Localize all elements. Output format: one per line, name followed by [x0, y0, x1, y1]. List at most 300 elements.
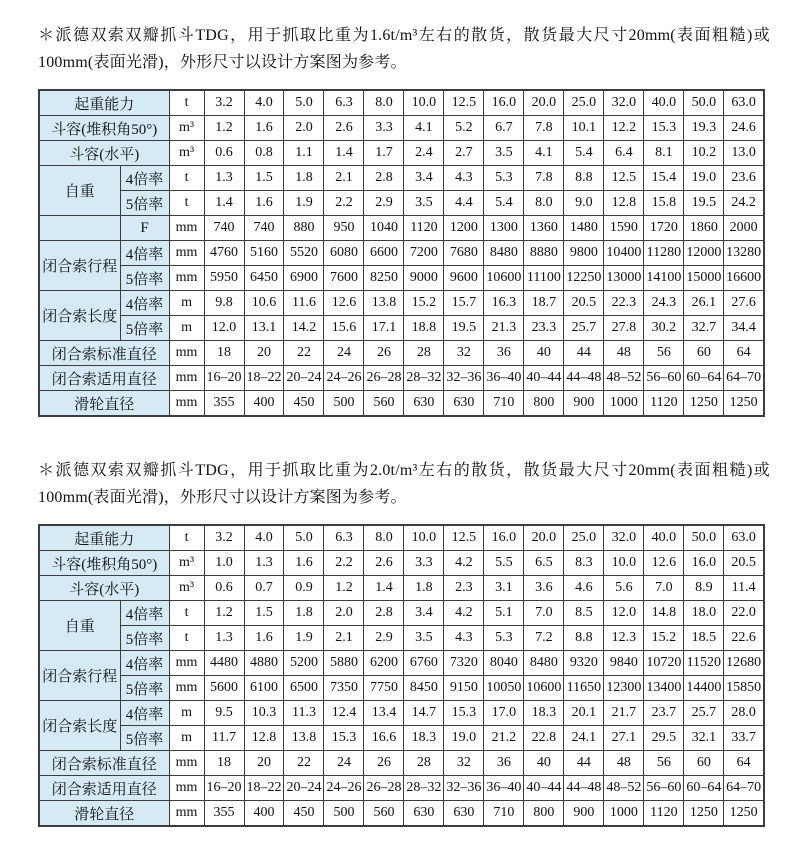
value-cell: 19.0	[444, 726, 484, 751]
value-cell: 32	[444, 341, 484, 366]
value-cell: 560	[364, 391, 404, 417]
value-cell: 22.0	[724, 601, 764, 626]
value-cell: 63.0	[724, 525, 764, 551]
value-cell: 710	[484, 801, 524, 827]
value-cell: 1000	[604, 801, 644, 827]
value-cell: 8480	[524, 651, 564, 676]
value-cell: 630	[404, 391, 444, 417]
value-cell: 1040	[364, 216, 404, 241]
value-cell: 4.6	[564, 576, 604, 601]
row-label-cell: 滑轮直径	[39, 801, 169, 827]
row-sublabel-cell: 4倍率	[120, 241, 169, 266]
value-cell: 1250	[724, 391, 764, 417]
row-label-cell: 闭合索标准直径	[39, 341, 169, 366]
value-cell: 15.2	[644, 626, 684, 651]
value-cell: 6500	[284, 676, 324, 701]
table-row	[39, 266, 764, 291]
value-cell: 4.3	[444, 626, 484, 651]
value-cell: 13000	[604, 266, 644, 291]
value-cell: 44–48	[564, 776, 604, 801]
value-cell: 1360	[524, 216, 564, 241]
value-cell: 32.0	[604, 525, 644, 551]
value-cell: 400	[244, 801, 284, 827]
section-grab-bucket-2.0	[38, 457, 768, 827]
value-cell: 2.1	[324, 166, 364, 191]
value-cell: 4.1	[524, 141, 564, 166]
value-cell: 20.0	[524, 525, 564, 551]
value-cell: 23.7	[644, 701, 684, 726]
unit-cell: m³	[169, 141, 204, 166]
value-cell: 18–22	[244, 366, 284, 391]
value-cell: 5.6	[604, 576, 644, 601]
value-cell: 24–26	[324, 366, 364, 391]
value-cell: 0.8	[244, 141, 284, 166]
value-cell: 4.1	[404, 116, 444, 141]
value-cell: 5950	[204, 266, 244, 291]
value-cell: 14100	[644, 266, 684, 291]
value-cell: 21.3	[484, 316, 524, 341]
value-cell: 6760	[404, 651, 444, 676]
value-cell: 12.6	[324, 291, 364, 316]
row-group-label-cell: 闭合索长度	[39, 701, 120, 751]
value-cell: 4.2	[444, 601, 484, 626]
spec-table-1.6	[38, 89, 765, 417]
value-cell: 48–52	[604, 776, 644, 801]
value-cell: 40	[524, 751, 564, 776]
value-cell: 2.3	[444, 576, 484, 601]
value-cell: 9600	[444, 266, 484, 291]
value-cell: 1.2	[204, 601, 244, 626]
row-sublabel-cell: 4倍率	[120, 701, 169, 726]
intro-paragraph-1: ＊派德双索双瓣抓斗TDG，用于抓取比重为1.6t/m³左右的散货，散货最大尺寸20mm(表面粗糙)或100mm(表面光滑)，外形尺寸以设计方案图为参考。	[38, 27, 770, 71]
value-cell: 64	[724, 341, 764, 366]
value-cell: 27.6	[724, 291, 764, 316]
value-cell: 30.2	[644, 316, 684, 341]
value-cell: 1860	[684, 216, 724, 241]
value-cell: 8880	[524, 241, 564, 266]
value-cell: 10.1	[564, 116, 604, 141]
value-cell: 1120	[644, 801, 684, 827]
value-cell: 1200	[444, 216, 484, 241]
value-cell: 1.4	[324, 141, 364, 166]
value-cell: 1000	[604, 391, 644, 417]
value-cell: 19.5	[684, 191, 724, 216]
value-cell: 5.4	[484, 191, 524, 216]
value-cell: 4.2	[444, 551, 484, 576]
value-cell: 3.1	[484, 576, 524, 601]
unit-cell: mm	[169, 776, 204, 801]
value-cell: 1.3	[204, 166, 244, 191]
value-cell: 13.4	[364, 701, 404, 726]
value-cell: 7600	[324, 266, 364, 291]
value-cell: 13.1	[244, 316, 284, 341]
value-cell: 24.3	[644, 291, 684, 316]
value-cell: 40.0	[644, 90, 684, 116]
value-cell: 40–44	[524, 776, 564, 801]
row-sublabel-cell: 4倍率	[120, 601, 169, 626]
value-cell: 15.3	[644, 116, 684, 141]
value-cell: 12.2	[604, 116, 644, 141]
value-cell: 32.0	[604, 90, 644, 116]
value-cell: 2.9	[364, 191, 404, 216]
value-cell: 6600	[364, 241, 404, 266]
unit-cell: t	[169, 626, 204, 651]
value-cell: 2.2	[324, 551, 364, 576]
value-cell: 1120	[404, 216, 444, 241]
value-cell: 8.0	[524, 191, 564, 216]
row-empty-label-cell	[39, 216, 120, 241]
value-cell: 9320	[564, 651, 604, 676]
value-cell: 355	[204, 391, 244, 417]
table-row	[39, 316, 764, 341]
value-cell: 56–60	[644, 776, 684, 801]
value-cell: 10400	[604, 241, 644, 266]
value-cell: 40	[524, 341, 564, 366]
value-cell: 15.2	[404, 291, 444, 316]
value-cell: 20–24	[284, 776, 324, 801]
value-cell: 6900	[284, 266, 324, 291]
value-cell: 20–24	[284, 366, 324, 391]
value-cell: 1.8	[404, 576, 444, 601]
unit-cell: m³	[169, 551, 204, 576]
value-cell: 500	[324, 391, 364, 417]
value-cell: 2.7	[444, 141, 484, 166]
table-row	[39, 116, 764, 141]
value-cell: 4.0	[244, 90, 284, 116]
unit-cell: m	[169, 701, 204, 726]
value-cell: 20	[244, 751, 284, 776]
value-cell: 12.4	[324, 701, 364, 726]
value-cell: 12.5	[444, 90, 484, 116]
value-cell: 44–48	[564, 366, 604, 391]
value-cell: 12250	[564, 266, 604, 291]
unit-cell: m	[169, 291, 204, 316]
value-cell: 18	[204, 341, 244, 366]
table-row	[39, 626, 764, 651]
value-cell: 5600	[204, 676, 244, 701]
value-cell: 4880	[244, 651, 284, 676]
value-cell: 56–60	[644, 366, 684, 391]
value-cell: 3.3	[364, 116, 404, 141]
value-cell: 6100	[244, 676, 284, 701]
value-cell: 26–28	[364, 366, 404, 391]
table-row	[39, 216, 764, 241]
value-cell: 560	[364, 801, 404, 827]
table-row	[39, 701, 764, 726]
table-row	[39, 366, 764, 391]
value-cell: 1.6	[244, 191, 284, 216]
value-cell: 19.5	[444, 316, 484, 341]
value-cell: 11520	[684, 651, 724, 676]
value-cell: 500	[324, 801, 364, 827]
value-cell: 12680	[724, 651, 764, 676]
value-cell: 44	[564, 341, 604, 366]
value-cell: 11.4	[724, 576, 764, 601]
value-cell: 18.3	[404, 726, 444, 751]
value-cell: 60–64	[684, 366, 724, 391]
value-cell: 14.7	[404, 701, 444, 726]
value-cell: 3.3	[404, 551, 444, 576]
value-cell: 13.0	[724, 141, 764, 166]
value-cell: 64	[724, 751, 764, 776]
value-cell: 710	[484, 391, 524, 417]
value-cell: 3.4	[404, 601, 444, 626]
value-cell: 9.0	[564, 191, 604, 216]
value-cell: 32–36	[444, 366, 484, 391]
value-cell: 1480	[564, 216, 604, 241]
unit-cell: m	[169, 316, 204, 341]
unit-cell: mm	[169, 676, 204, 701]
value-cell: 1.9	[284, 626, 324, 651]
value-cell: 16.0	[484, 525, 524, 551]
value-cell: 48	[604, 751, 644, 776]
value-cell: 13400	[644, 676, 684, 701]
value-cell: 15850	[724, 676, 764, 701]
value-cell: 2.2	[324, 191, 364, 216]
table-row	[39, 90, 764, 116]
value-cell: 8.8	[564, 166, 604, 191]
value-cell: 12300	[604, 676, 644, 701]
value-cell: 29.5	[644, 726, 684, 751]
value-cell: 3.5	[404, 191, 444, 216]
value-cell: 2.6	[324, 116, 364, 141]
value-cell: 64–70	[724, 776, 764, 801]
value-cell: 13280	[724, 241, 764, 266]
value-cell: 24–26	[324, 776, 364, 801]
value-cell: 15.4	[644, 166, 684, 191]
value-cell: 12.5	[444, 525, 484, 551]
value-cell: 16600	[724, 266, 764, 291]
value-cell: 5200	[284, 651, 324, 676]
value-cell: 7.2	[524, 626, 564, 651]
row-label-cell: 起重能力	[39, 525, 169, 551]
value-cell: 6080	[324, 241, 364, 266]
table-row	[39, 726, 764, 751]
value-cell: 20.5	[564, 291, 604, 316]
value-cell: 5.3	[484, 626, 524, 651]
value-cell: 1250	[724, 801, 764, 827]
value-cell: 630	[404, 801, 444, 827]
value-cell: 7.0	[644, 576, 684, 601]
value-cell: 400	[244, 391, 284, 417]
value-cell: 450	[284, 391, 324, 417]
row-label-cell: 斗容(水平)	[39, 576, 169, 601]
value-cell: 630	[444, 801, 484, 827]
unit-cell: mm	[169, 266, 204, 291]
value-cell: 800	[524, 391, 564, 417]
value-cell: 18.7	[524, 291, 564, 316]
value-cell: 7750	[364, 676, 404, 701]
row-label-cell: 滑轮直径	[39, 391, 169, 417]
value-cell: 21.7	[604, 701, 644, 726]
value-cell: 11650	[564, 676, 604, 701]
row-group-label-cell: 自重	[39, 166, 120, 216]
value-cell: 1.2	[204, 116, 244, 141]
value-cell: 950	[324, 216, 364, 241]
value-cell: 64–70	[724, 366, 764, 391]
value-cell: 8.9	[684, 576, 724, 601]
value-cell: 16.0	[484, 90, 524, 116]
value-cell: 24.1	[564, 726, 604, 751]
value-cell: 28.0	[724, 701, 764, 726]
value-cell: 6200	[364, 651, 404, 676]
value-cell: 7.8	[524, 116, 564, 141]
value-cell: 56	[644, 751, 684, 776]
value-cell: 10.6	[244, 291, 284, 316]
value-cell: 22.8	[524, 726, 564, 751]
unit-cell: t	[169, 191, 204, 216]
value-cell: 7.0	[524, 601, 564, 626]
value-cell: 7680	[444, 241, 484, 266]
value-cell: 8.3	[564, 551, 604, 576]
value-cell: 5160	[244, 241, 284, 266]
row-label-cell: 斗容(水平)	[39, 141, 169, 166]
value-cell: 2.6	[364, 551, 404, 576]
row-sublabel-cell: 4倍率	[120, 166, 169, 191]
value-cell: 2.8	[364, 166, 404, 191]
value-cell: 740	[204, 216, 244, 241]
value-cell: 1.3	[204, 626, 244, 651]
unit-cell: m	[169, 726, 204, 751]
value-cell: 10050	[484, 676, 524, 701]
value-cell: 2.0	[324, 601, 364, 626]
value-cell: 1590	[604, 216, 644, 241]
value-cell: 1.3	[244, 551, 284, 576]
value-cell: 5520	[284, 241, 324, 266]
value-cell: 5.2	[444, 116, 484, 141]
row-sublabel-cell: 5倍率	[120, 191, 169, 216]
value-cell: 36–40	[484, 776, 524, 801]
value-cell: 23.3	[524, 316, 564, 341]
value-cell: 10720	[644, 651, 684, 676]
value-cell: 22	[284, 751, 324, 776]
table-row	[39, 751, 764, 776]
value-cell: 15.3	[444, 701, 484, 726]
table-row	[39, 391, 764, 417]
value-cell: 20	[244, 341, 284, 366]
value-cell: 10600	[484, 266, 524, 291]
row-sublabel-cell: 5倍率	[120, 726, 169, 751]
value-cell: 1.7	[364, 141, 404, 166]
value-cell: 20.1	[564, 701, 604, 726]
value-cell: 0.6	[204, 576, 244, 601]
value-cell: 8040	[484, 651, 524, 676]
value-cell: 19.3	[684, 116, 724, 141]
unit-cell: mm	[169, 341, 204, 366]
value-cell: 11.3	[284, 701, 324, 726]
unit-cell: t	[169, 601, 204, 626]
value-cell: 27.1	[604, 726, 644, 751]
value-cell: 800	[524, 801, 564, 827]
value-cell: 8480	[484, 241, 524, 266]
table-row	[39, 191, 764, 216]
value-cell: 12.6	[644, 551, 684, 576]
value-cell: 44	[564, 751, 604, 776]
value-cell: 1.5	[244, 601, 284, 626]
value-cell: 880	[284, 216, 324, 241]
value-cell: 25.7	[564, 316, 604, 341]
value-cell: 1720	[644, 216, 684, 241]
value-cell: 9150	[444, 676, 484, 701]
value-cell: 36–40	[484, 366, 524, 391]
intro-paragraph-2: ＊派德双索双瓣抓斗TDG，用于抓取比重为2.0t/m³左右的散货，散货最大尺寸20mm(表面粗糙)或100mm(表面光滑)，外形尺寸以设计方案图为参考。	[38, 462, 770, 506]
value-cell: 16.0	[684, 551, 724, 576]
value-cell: 24	[324, 341, 364, 366]
value-cell: 1.6	[284, 551, 324, 576]
table-row	[39, 776, 764, 801]
value-cell: 3.6	[524, 576, 564, 601]
value-cell: 33.7	[724, 726, 764, 751]
value-cell: 6.7	[484, 116, 524, 141]
value-cell: 18–22	[244, 776, 284, 801]
value-cell: 4.3	[444, 166, 484, 191]
value-cell: 17.0	[484, 701, 524, 726]
value-cell: 26.1	[684, 291, 724, 316]
value-cell: 28–32	[404, 776, 444, 801]
value-cell: 3.2	[204, 90, 244, 116]
value-cell: 1.4	[364, 576, 404, 601]
value-cell: 8.8	[564, 626, 604, 651]
value-cell: 9000	[404, 266, 444, 291]
value-cell: 1.6	[244, 116, 284, 141]
value-cell: 9.5	[204, 701, 244, 726]
value-cell: 50.0	[684, 525, 724, 551]
table-row	[39, 676, 764, 701]
value-cell: 13.8	[364, 291, 404, 316]
value-cell: 22.6	[724, 626, 764, 651]
value-cell: 8.0	[364, 90, 404, 116]
value-cell: 16–20	[204, 366, 244, 391]
value-cell: 24	[324, 751, 364, 776]
value-cell: 450	[284, 801, 324, 827]
table-row	[39, 525, 764, 551]
value-cell: 20.0	[524, 90, 564, 116]
value-cell: 26–28	[364, 776, 404, 801]
row-sublabel-cell: 5倍率	[120, 266, 169, 291]
value-cell: 2.0	[284, 116, 324, 141]
value-cell: 27.8	[604, 316, 644, 341]
value-cell: 7320	[444, 651, 484, 676]
value-cell: 32.7	[684, 316, 724, 341]
value-cell: 11.7	[204, 726, 244, 751]
value-cell: 4480	[204, 651, 244, 676]
value-cell: 48	[604, 341, 644, 366]
value-cell: 5.5	[484, 551, 524, 576]
value-cell: 3.5	[404, 626, 444, 651]
value-cell: 355	[204, 801, 244, 827]
value-cell: 11.6	[284, 291, 324, 316]
value-cell: 10.3	[244, 701, 284, 726]
value-cell: 24.6	[724, 116, 764, 141]
value-cell: 3.2	[204, 525, 244, 551]
table-row	[39, 291, 764, 316]
value-cell: 5.4	[564, 141, 604, 166]
value-cell: 25.0	[564, 90, 604, 116]
value-cell: 7200	[404, 241, 444, 266]
value-cell: 1.8	[284, 166, 324, 191]
row-group-label-cell: 闭合索行程	[39, 241, 120, 291]
value-cell: 9.8	[204, 291, 244, 316]
value-cell: 6.5	[524, 551, 564, 576]
unit-cell: t	[169, 90, 204, 116]
row-sublabel-cell: 5倍率	[120, 626, 169, 651]
value-cell: 1250	[684, 801, 724, 827]
value-cell: 48–52	[604, 366, 644, 391]
row-label-cell: 闭合索适用直径	[39, 366, 169, 391]
value-cell: 14.2	[284, 316, 324, 341]
value-cell: 28–32	[404, 366, 444, 391]
section-grab-bucket-1.6	[38, 22, 768, 417]
